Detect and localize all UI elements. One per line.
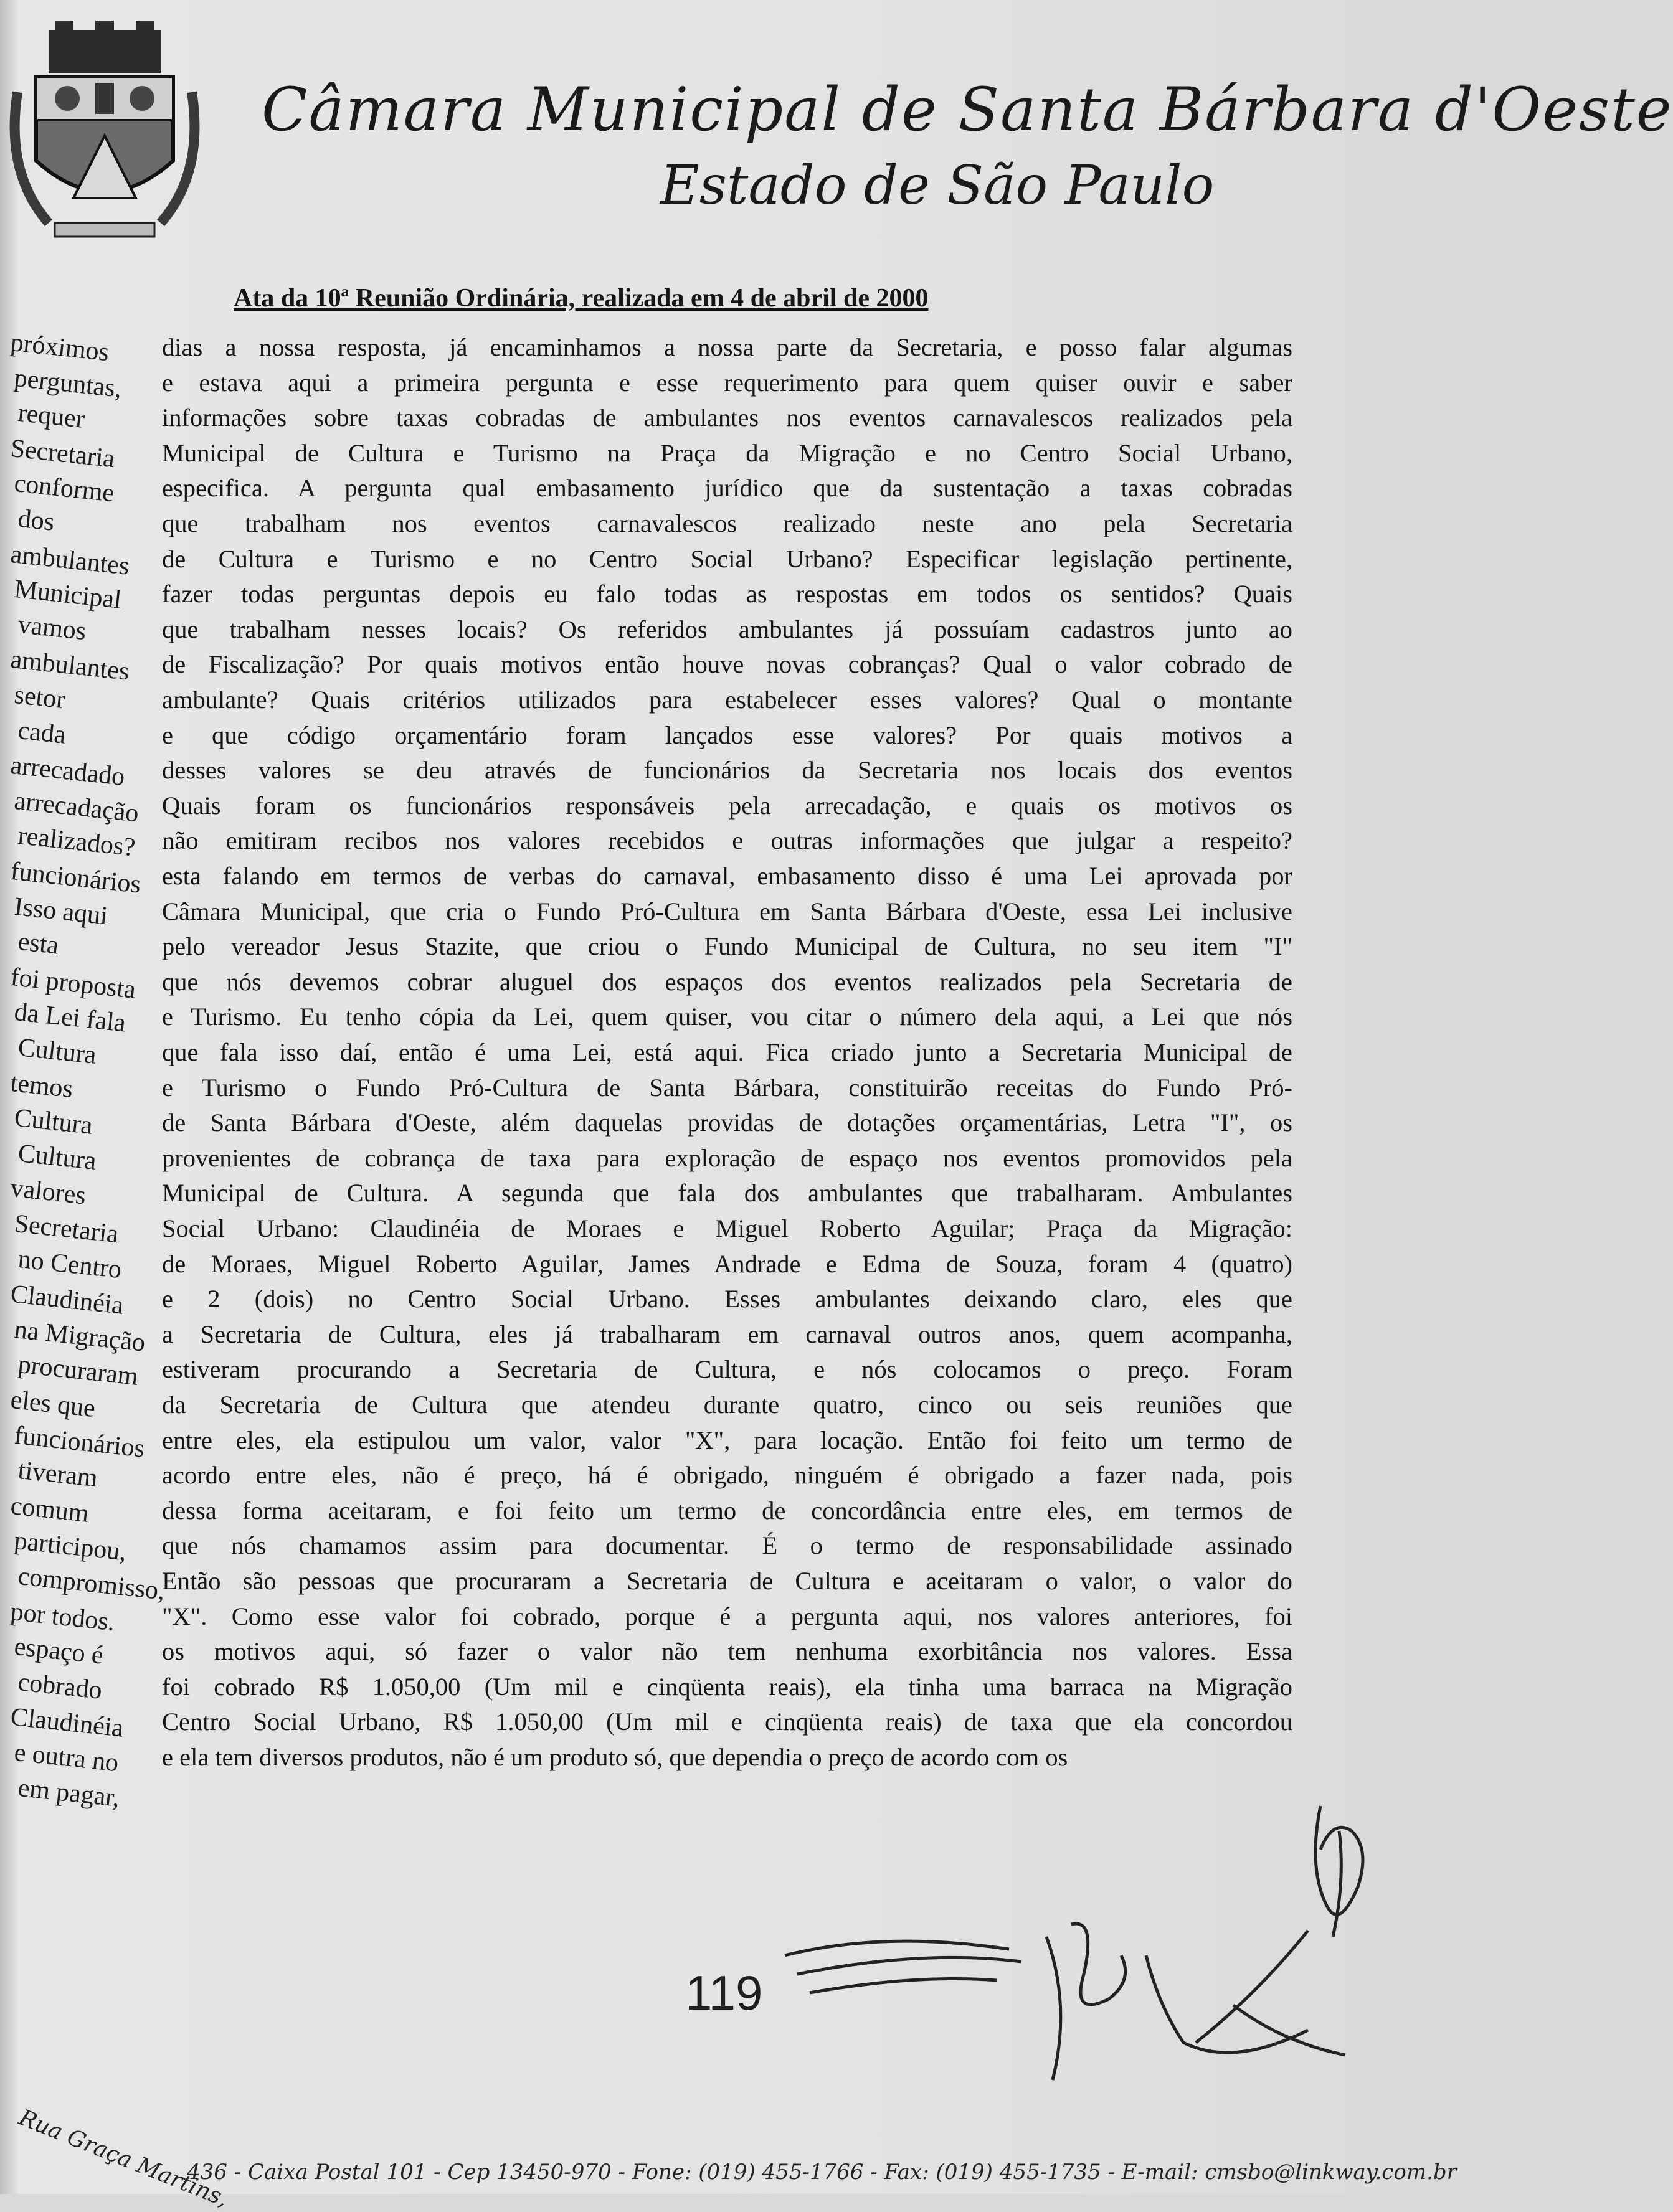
margin-word: arrecadado: [9, 751, 126, 792]
margin-word: em pagar,: [16, 1773, 121, 1813]
margin-word: requer: [16, 399, 87, 435]
minutes-line: a Secretaria de Cultura, eles já trabalharam em carnaval outros anos, quem acompanha,: [162, 1320, 1292, 1348]
minutes-line: da Secretaria de Cultura que atendeu durante quatro, cinco ou seis reuniões que: [162, 1391, 1292, 1419]
margin-word: eles que: [9, 1385, 97, 1423]
minutes-line: e que código orçamentário foram lançados esse valores? Por quais motivos a: [162, 721, 1292, 749]
margin-word: Cultura: [16, 1138, 98, 1176]
margin-word: conforme: [12, 469, 116, 508]
margin-word: Cultura: [12, 1104, 94, 1141]
margin-word: dos: [16, 504, 56, 537]
margin-word: compromisso,: [16, 1561, 167, 1606]
margin-word: arrecadação: [12, 786, 140, 828]
footer-contact-line: 436 - Caixa Postal 101 - Cep 13450-970 - Fone: (019) 455-1766 - Fax: (019) 455-1735 - E-mail: cmsbo@linkway.com.br: [187, 2160, 1457, 2185]
minutes-line: Câmara Municipal, que cria o Fundo Pró-Cultura em Santa Bárbara d'Oeste, essa Lei inclusive: [162, 897, 1292, 925]
margin-word: perguntas,: [12, 363, 123, 404]
minutes-line: Municipal de Cultura. A segunda que fala dos ambulantes que trabalharam. Ambulantes: [162, 1179, 1292, 1208]
margin-word: setor: [12, 680, 67, 715]
signatures: [760, 1881, 1383, 2105]
page-number: 119: [685, 1965, 763, 2020]
minutes-line: que trabalham nos eventos carnavalescos realizado neste ano pela Secretaria: [162, 509, 1292, 537]
margin-word: realizados?: [16, 821, 137, 863]
minutes-line: ambulante? Quais critérios utilizados para estabelecer esses valores? Qual o montante: [162, 686, 1292, 714]
margin-word: Secretaria: [12, 1209, 120, 1249]
margin-word: vamos: [16, 610, 88, 646]
margin-word: no Centro: [16, 1244, 123, 1284]
margin-word: Claudinéia: [9, 1280, 125, 1320]
minutes-line: e estava aqui a primeira pergunta e esse requerimento para quem quiser ouvir e saber: [162, 368, 1292, 397]
minutes-line: Então são pessoas que procuraram a Secretaria de Cultura e aceitaram o valor, o valor do: [162, 1567, 1292, 1595]
margin-word: funcionários: [12, 1420, 146, 1463]
municipal-crest-logo: [11, 17, 198, 260]
minutes-line: esta falando em termos de verbas do carnaval, embasamento disso é uma Lei aprovada por: [162, 862, 1292, 890]
footer-street: Rua Graça Martins,: [15, 2105, 232, 2212]
margin-word: Municipal: [12, 575, 123, 615]
minutes-line: acordo entre eles, não é preço, há é obrigado, ninguém é obrigado a fazer nada, pois: [162, 1461, 1292, 1490]
margin-word: temos: [9, 1068, 75, 1104]
minutes-line: e Turismo. Eu tenho cópia da Lei, quem quiser, vou citar o número dela aqui, a Lei que nós: [162, 1003, 1292, 1031]
margin-word: da Lei fala: [12, 998, 128, 1038]
margin-word: participou,: [12, 1526, 128, 1567]
minutes-line: que fala isso daí, então é uma Lei, está aqui. Fica criado junto a Secretaria Municipal de: [162, 1038, 1292, 1066]
minutes-line: de Cultura e Turismo e no Centro Social Urbano? Especificar legislação pertinente,: [162, 544, 1292, 573]
minutes-line: e Turismo o Fundo Pró-Cultura de Santa Bárbara, constituirão receitas do Fundo Pró-: [162, 1073, 1292, 1102]
margin-word: funcionários: [9, 856, 143, 899]
margin-word: foi proposta: [9, 962, 138, 1004]
minutes-line: não emitiram recibos nos valores recebidos e outras informações que julgar a respeito?: [162, 826, 1292, 855]
minutes-line: que trabalham nesses locais? Os referidos ambulantes já possuíam cadastros junto ao: [162, 615, 1292, 643]
margin-word: Cultura: [16, 1033, 98, 1070]
minutes-line: que nós devemos cobrar aluguel dos espaços dos eventos realizados pela Secretaria de: [162, 967, 1292, 996]
minutes-line: desses valores se deu através de funcionários da Secretaria nos locais dos eventos: [162, 756, 1292, 785]
margin-word: Claudinéia: [9, 1703, 125, 1744]
margin-word: procuraram: [16, 1350, 140, 1392]
minutes-line: e 2 (dois) no Centro Social Urbano. Esses ambulantes deixando claro, eles que: [162, 1285, 1292, 1313]
margin-word: Isso aqui: [12, 892, 110, 931]
margin-word: comum: [9, 1491, 90, 1528]
minutes-line: dias a nossa resposta, já encaminhamos a nossa parte da Secretaria, e posso falar algumas: [162, 333, 1292, 361]
document-title: Ata da 10ª Reunião Ordinária, realizada em 4 de abril de 2000: [234, 284, 929, 313]
margin-word: próximos: [9, 328, 111, 367]
minutes-line: informações sobre taxas cobradas de ambulantes nos eventos carnavalescos realizados pela: [162, 404, 1292, 432]
minutes-line: "X". Como esse valor foi cobrado, porque é a pergunta aqui, nos valores anteriores, foi: [162, 1602, 1292, 1630]
minutes-line: de Fiscalização? Por quais motivos então houve novas cobranças? Qual o valor cobrado de: [162, 650, 1292, 679]
minutes-line: Social Urbano: Claudinéia de Moraes e Miguel Roberto Aguilar; Praça da Migração:: [162, 1214, 1292, 1242]
margin-word: e outra no: [12, 1737, 120, 1778]
margin-word: por todos.: [9, 1597, 116, 1637]
minutes-line: Centro Social Urbano, R$ 1.050,00 (Um mil e cinqüenta reais) de taxa que ela concordou: [162, 1708, 1292, 1736]
margin-word: cada: [16, 716, 67, 750]
margin-word: esta: [16, 927, 60, 960]
minutes-line: provenientes de cobrança de taxa para exploração de espaço nos eventos promovidos pela: [162, 1143, 1292, 1172]
margin-word: cobrado: [16, 1667, 104, 1705]
margin-word: ambulantes: [9, 645, 131, 687]
minutes-line: Municipal de Cultura e Turismo na Praça da Migração e no Centro Social Urbano,: [162, 438, 1292, 467]
minutes-line: entre eles, ela estipulou um valor, valor "X", para locação. Então foi feito um termo de: [162, 1425, 1292, 1454]
margin-word: valores: [9, 1174, 88, 1211]
minutes-line: especifica. A pergunta qual embasamento jurídico que da sustentação a taxas cobradas: [162, 474, 1292, 503]
minutes-line: estiveram procurando a Secretaria de Cultura, e nós colocamos o preço. Foram: [162, 1355, 1292, 1384]
minutes-line: de Santa Bárbara d'Oeste, além daquelas providas de dotações orçamentárias, Letra "I", os: [162, 1108, 1292, 1137]
margin-word: Secretaria: [9, 433, 116, 474]
minutes-line: Quais foram os funcionários responsáveis pela arrecadação, e quais os motivos os: [162, 791, 1292, 820]
margin-word: espaço é: [12, 1632, 105, 1670]
minutes-line: fazer todas perguntas depois eu falo todas as respostas em todos os sentidos? Quais: [162, 580, 1292, 608]
minutes-line: pelo vereador Jesus Stazite, que criou o Fundo Municipal de Cultura, no seu item "I": [162, 932, 1292, 961]
minutes-line: os motivos aqui, só fazer o valor não tem nenhuma exorbitância nos valores. Essa: [162, 1637, 1292, 1666]
organization-name: Câmara Municipal de Santa Bárbara d'Oeste: [262, 75, 1673, 144]
minutes-line: e ela tem diversos produtos, não é um produto só, que dependia o preço de acordo com os: [162, 1743, 1068, 1771]
minutes-line: foi cobrado R$ 1.050,00 (Um mil e cinqüenta reais), ela tinha uma barraca na Migração: [162, 1672, 1292, 1701]
minutes-line: de Moraes, Miguel Roberto Aguilar, James Andrade e Edma de Souza, foram 4 (quatro): [162, 1249, 1292, 1278]
minutes-line: dessa forma aceitaram, e foi feito um termo de concordância entre eles, em termos de: [162, 1496, 1292, 1524]
margin-word: ambulantes: [9, 539, 131, 581]
margin-word: tiveram: [16, 1456, 100, 1493]
minutes-line: que nós chamamos assim para documentar. É o termo de responsabilidade assinado: [162, 1531, 1292, 1560]
organization-state: Estado de São Paulo: [660, 154, 1215, 217]
margin-word: na Migração: [12, 1315, 147, 1358]
